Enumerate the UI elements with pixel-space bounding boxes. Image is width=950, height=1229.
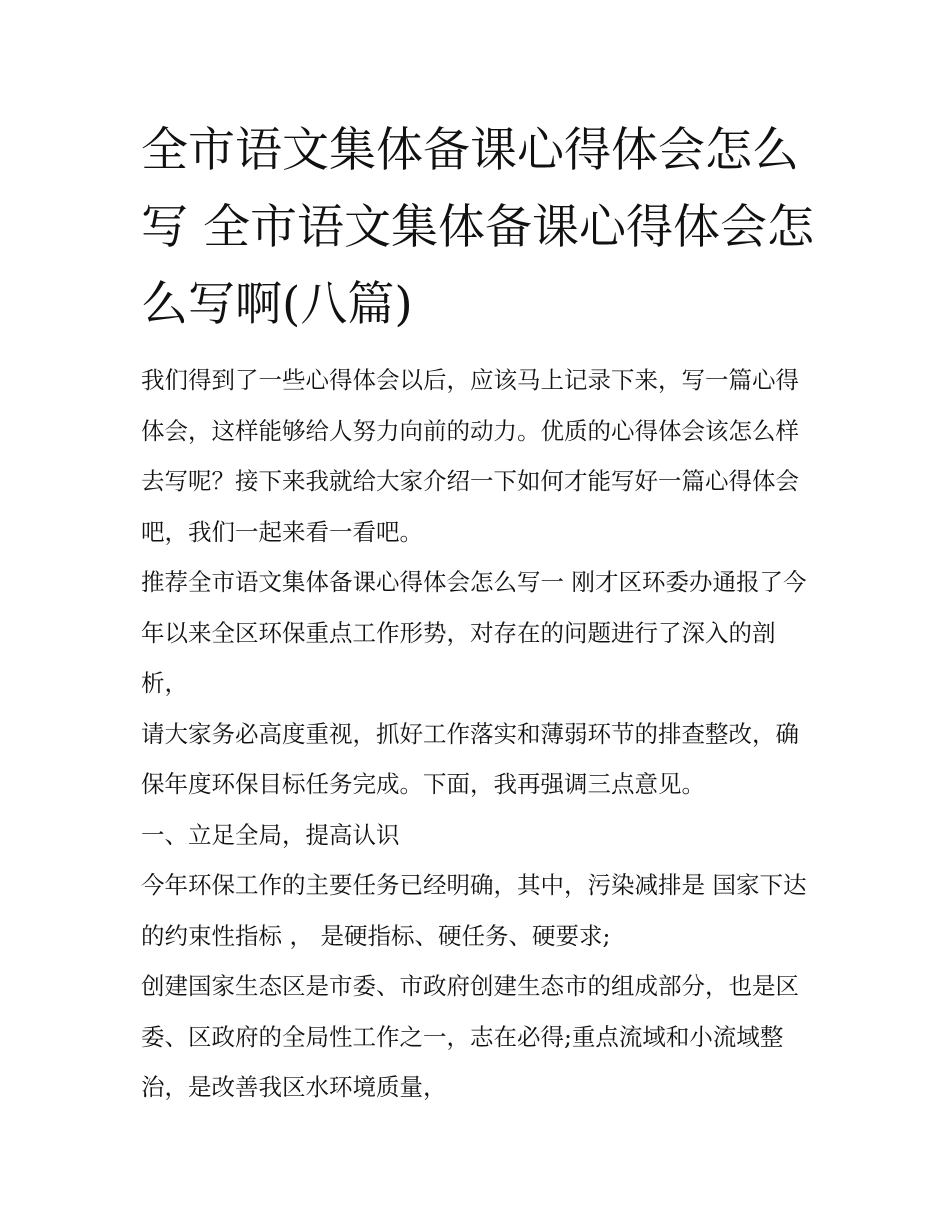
paragraph-recommend: 推荐全市语文集体备课心得体会怎么写一 刚才区环委办通报了今年以来全区环保重点工作形势，对存在的问题进行了深入的剖析，	[141, 568, 807, 697]
document-body	[141, 112, 821, 1113]
paragraph-tasks: 今年环保工作的主要任务已经明确，其中，污染减排是 国家下达的约束性指标 ， 是硬指标、硬任务、硬要求;	[141, 871, 807, 950]
paragraph-intro: 我们得到了一些心得体会以后，应该马上记录下来，写一篇心得体会，这样能够给人努力向前的动力。优质的心得体会该怎么样去写呢？接下来我就给大家介绍一下如何才能写好一篇心得体会吧，我们一起来看一看吧。	[141, 366, 799, 546]
document-title: 全市语文集体备课心得体会怎么写 全市语文集体备课心得体会怎么写啊(八篇)	[141, 123, 814, 332]
section-heading-one: 一、立足全局，提高认识	[141, 820, 400, 849]
paragraph-emphasis: 请大家务必高度重视，抓好工作落实和薄弱环节的排查整改，确保年度环保目标任务完成。下面，我再强调三点意见。	[141, 719, 799, 798]
paragraph-ecology: 创建国家生态区是市委、市政府创建生态市的组成部分，也是区委、区政府的全局性工作之一，志在必得;重点流域和小流域整治，是改善我区水环境质量，	[141, 972, 799, 1101]
